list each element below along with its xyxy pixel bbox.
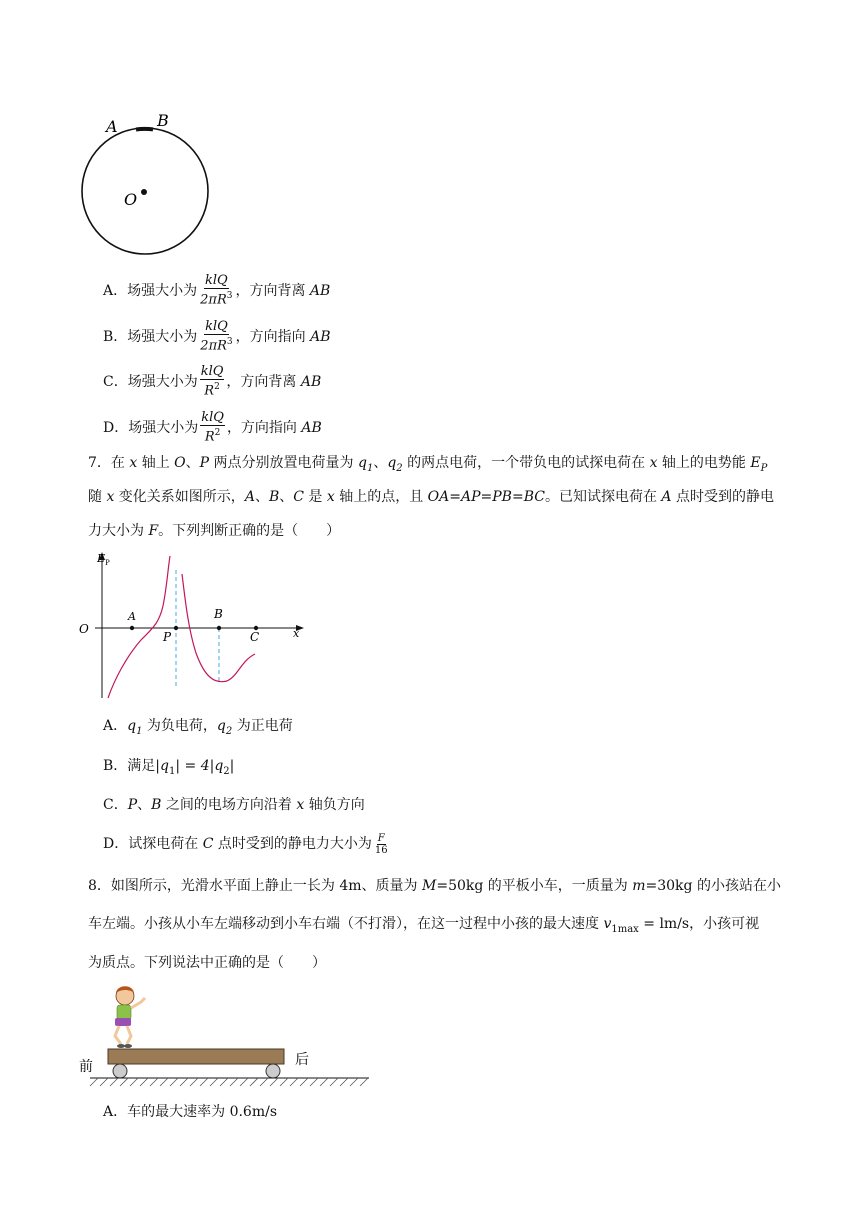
x-axis-label: x	[293, 627, 300, 640]
label-b: B	[214, 607, 223, 621]
cart-wheel-right	[266, 1064, 280, 1078]
label-o: O	[124, 190, 138, 209]
q6-option-a: A．场强大小为 $\frac{\text{klQ}}{2\pi R^3}$ ，方向背离 AB	[103, 273, 331, 308]
q7-option-c: C．P、B 之间的电场方向沿着 x 轴负方向	[103, 797, 365, 813]
q6-option-b: B．场强大小为 $\frac{\text{klQ}}{2\pi R^3}$ ，方向指向 AB	[103, 319, 331, 354]
q7-option-a: A．$q_1$ 为负电荷，$q_2$ 为正电荷	[103, 718, 293, 737]
ground-hatching	[90, 1078, 368, 1086]
origin-label: O	[79, 622, 89, 636]
q7-stem-line1: 7．在 x 轴上 O、P 两点分别放置电荷量为 $q_1$、$q_2$ 的两点电荷，一个带负电的试探电荷在 x 轴上的电势能 $E_P$	[88, 455, 768, 474]
label-p: P	[163, 630, 172, 644]
q7-ep-graph	[75, 548, 315, 708]
label-a: A	[128, 610, 136, 623]
q7-stem-line2: 随 x 变化关系如图所示，A、B、C 是 x 轴上的点，且 OA=AP=PB=BC。已知试探电荷在 A 点时受到的静电	[88, 489, 774, 505]
label-c: C	[250, 630, 260, 644]
q7-option-b: B．满足$|q_1| = 4|q_2|$	[103, 758, 235, 777]
arc-segment-ab	[136, 129, 153, 130]
cart-board	[108, 1049, 284, 1064]
child-figure	[115, 986, 145, 1048]
label-b: B	[157, 111, 169, 130]
label-front: 前	[79, 1059, 93, 1075]
q8-cart-figure	[75, 980, 375, 1095]
curve-left-branch	[108, 556, 170, 698]
center-point-o	[141, 189, 147, 195]
q7-option-d: D．试探电荷在 C 点时受到的静电力大小为 $\frac{F}{16}$	[103, 832, 388, 856]
point-p	[174, 626, 178, 630]
point-b	[217, 626, 221, 630]
q8-stem-line2: 车左端。小孩从小车左端移动到小车右端（不打滑），在这一过程中小孩的最大速度 $v_{1max} = lm/s$，小孩可视	[88, 916, 760, 935]
y-axis-label-sub: P	[105, 559, 110, 567]
q8-stem-line3: 为质点。下列说法中正确的是（ ）	[88, 955, 326, 971]
q8-stem-line1: 8．如图所示，光滑水平面上静止一长为 4m、质量为 M=50kg 的平板小车，一质量为 m=30kg 的小孩站在小	[88, 878, 781, 894]
q6-circle-figure	[70, 105, 220, 260]
q8-option-a: A．车的最大速率为 0.6m/s	[103, 1104, 278, 1120]
label-a: A	[106, 117, 118, 136]
cart-wheel-left	[113, 1064, 127, 1078]
point-a	[130, 626, 134, 630]
label-back: 后	[295, 1052, 309, 1068]
y-axis-label: E	[97, 552, 106, 565]
q7-stem-line3: 力大小为 F。下列判断正确的是（ ）	[88, 523, 341, 539]
q6-option-d: D．场强大小为 $\frac{\text{klQ}}{R^2}$ ，方向指向 AB	[103, 410, 322, 445]
q6-option-c: C．场强大小为 $\frac{\text{klQ}}{R^2}$ ，方向背离 AB	[103, 364, 322, 399]
